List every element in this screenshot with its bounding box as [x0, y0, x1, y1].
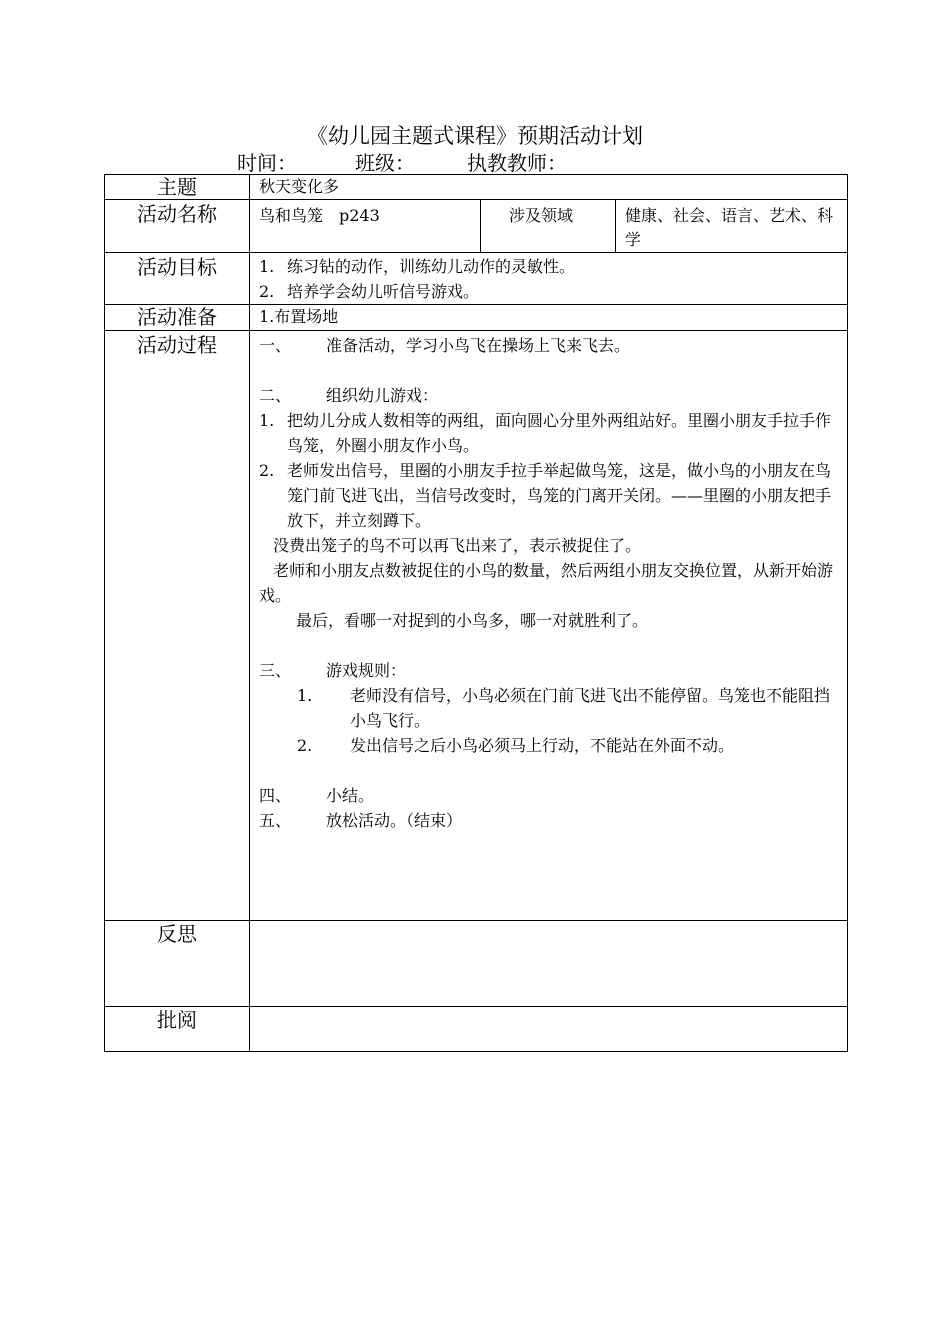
teacher-label: 执教教师： — [467, 151, 567, 175]
reflection-label: 反思 — [105, 921, 250, 1007]
review-label: 批阅 — [105, 1007, 250, 1052]
process-section-1: 一、 准备活动，学习小鸟飞在操场上飞来飞去。 — [259, 336, 631, 355]
rule-item: 1. 老师没有信号，小鸟必须在门前飞进飞出不能停留。鸟笼也不能阻挡小鸟飞行。 — [297, 686, 831, 730]
page-title: 《幼儿园主题式课程》预期活动计划 — [307, 124, 643, 148]
row-reflection — [105, 921, 848, 1007]
prep-value: 1.布置场地 — [250, 305, 848, 331]
row-theme — [105, 175, 848, 200]
row-activity-name — [105, 200, 848, 253]
process-label: 活动过程 — [105, 331, 250, 921]
process-section-5: 五、 放松活动。（结束） — [259, 811, 463, 830]
prep-label: 活动准备 — [105, 305, 250, 331]
rule-item: 2. 发出信号之后小鸟必须马上行动，不能站在外面不动。 — [297, 736, 735, 755]
goal-item: 2. 培养学会幼儿听信号游戏。 — [259, 282, 480, 301]
process-paragraph: 没费出笼子的鸟不可以再飞出来了，表示被捉住了。 — [273, 536, 642, 555]
game-step: 1. 把幼儿分成人数相等的两组，面向圆心分里外两组站好。里圈小朋友手拉手作鸟笼，外圈小朋友作小鸟。 — [259, 411, 832, 455]
goals-label: 活动目标 — [105, 253, 250, 305]
reflection-value — [250, 921, 848, 1007]
activity-name-label: 活动名称 — [105, 200, 250, 253]
goal-item: 1. 练习钻的动作，训练幼儿动作的灵敏性。 — [259, 257, 576, 276]
process-paragraph: 最后，看哪一对捉到的小鸟多，哪一对就胜利了。 — [296, 611, 649, 630]
class-label: 班级： — [355, 151, 415, 175]
row-review — [105, 1007, 848, 1052]
domain-label: 涉及领域 — [481, 200, 616, 253]
activity-plan-table — [104, 174, 848, 1052]
review-value — [250, 1007, 848, 1052]
process-paragraph: 老师和小朋友点数被捉住的小鸟的数量，然后两组小朋友交换位置，从新开始游戏。 — [259, 561, 834, 605]
header-meta — [237, 151, 567, 175]
goals-cell — [250, 253, 848, 305]
process-section-4: 四、 小结。 — [259, 786, 375, 805]
row-process — [105, 331, 848, 921]
process-section-3: 三、 游戏规则： — [259, 661, 407, 680]
row-goals — [105, 253, 848, 305]
process-section-2: 二、 组织幼儿游戏： — [259, 386, 439, 405]
activity-name-value: 鸟和鸟笼 p243 — [250, 200, 481, 253]
game-step: 2. 老师发出信号，里圈的小朋友手拉手举起做鸟笼，这是，做小鸟的小朋友在鸟笼门前飞进飞出，当信号改变时，鸟笼的门离开关闭。——里圈的小朋友把手放下，并立刻蹲下。 — [259, 461, 832, 530]
row-prep — [105, 305, 848, 331]
theme-value: 秋天变化多 — [250, 175, 848, 200]
time-label: 时间： — [237, 151, 297, 175]
process-cell — [250, 331, 848, 921]
theme-label: 主题 — [105, 175, 250, 200]
domain-value: 健康、社会、语言、艺术、科学 — [616, 200, 848, 253]
